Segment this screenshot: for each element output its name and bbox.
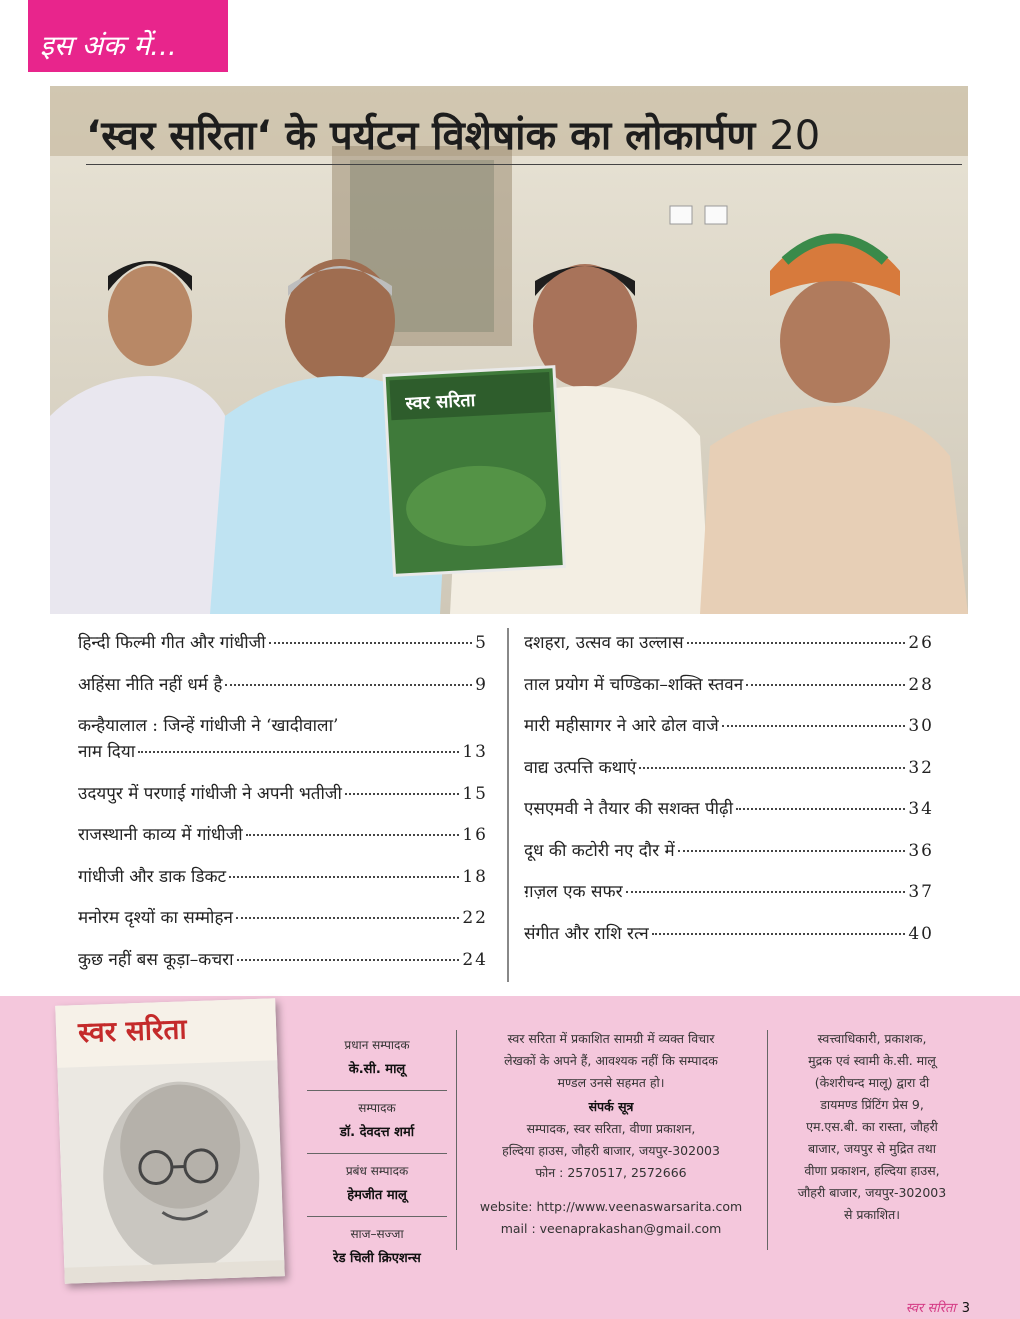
- section-tag-label: इस अंक में...: [40, 29, 177, 62]
- toc-leader: [736, 808, 905, 810]
- toc-entry[interactable]: [524, 879, 934, 905]
- toc-entry-title: मनोरम दृश्यों का सम्मोहन: [78, 908, 233, 928]
- disclaimer-line: स्वर सरिता में प्रकाशित सामग्री में व्यक्त विचार: [507, 1031, 715, 1046]
- toc-entry-page: 22: [462, 908, 488, 928]
- magazine-cover-image: [55, 998, 285, 1284]
- toc-entry-title: ताल प्रयोग में चण्डिका–शक्ति स्तवन: [524, 674, 744, 695]
- toc-leader: [678, 850, 906, 852]
- email-link[interactable]: mail : veenaprakashan@gmail.com: [500, 1221, 722, 1236]
- staff-role: प्रबंध सम्पादक: [345, 1164, 409, 1178]
- toc-entry-title: मारी महीसागर ने आरे ढोल वाजे: [524, 716, 719, 736]
- footer-divider: [456, 1030, 457, 1250]
- toc-entry-title-cont: नाम दिया: [78, 742, 136, 762]
- publisher-line: वीणा प्रकाशन, हल्दिया हाउस,: [804, 1163, 940, 1178]
- toc-entry[interactable]: [524, 630, 934, 656]
- folio-magazine-name: स्वर सरिता: [905, 1301, 956, 1316]
- toc-entry-title: अहिंसा नीति नहीं धर्म है: [78, 674, 223, 695]
- staff-entry: [307, 1091, 447, 1154]
- page-folio: [906, 1298, 970, 1316]
- folio-page-number: 3: [961, 1301, 970, 1316]
- staff-entry: [307, 1217, 447, 1279]
- publisher-info: [774, 1028, 970, 1226]
- publisher-line: (केशरीचन्द मालू) द्वारा दी: [814, 1075, 930, 1090]
- feature-photo: [50, 86, 968, 614]
- headline-rule: [86, 164, 962, 165]
- toc-entry-title: उदयपुर में परणाई गांधीजी ने अपनी भतीजी: [78, 783, 342, 804]
- toc-entry-title: हिन्दी फिल्मी गीत और गांधीजी: [78, 633, 266, 653]
- staff-role: साज–सज्जा: [350, 1227, 404, 1241]
- editorial-staff: [307, 1028, 447, 1279]
- disclaimer-line: लेखकों के अपने हैं, आवश्यक नहीं कि सम्पादक: [504, 1053, 718, 1068]
- staff-name: डॉ. देवदत्त शर्मा: [339, 1125, 415, 1140]
- staff-role: प्रधान सम्पादक: [344, 1038, 410, 1052]
- toc-entry[interactable]: [78, 672, 488, 698]
- toc-entry[interactable]: [524, 755, 934, 781]
- publisher-line: एम.एस.बी. का रास्ता, जौहरी: [806, 1119, 938, 1134]
- publisher-line: जौहरी बाजार, जयपुर-302003: [797, 1185, 947, 1200]
- toc-entry[interactable]: [78, 905, 488, 931]
- toc-entry-page: 30: [908, 716, 934, 736]
- staff-name: रेड चिली क्रिएशन्स: [333, 1251, 421, 1266]
- publisher-line: से प्रकाशित।: [844, 1207, 900, 1222]
- staff-entry: [307, 1154, 447, 1217]
- toc-leader: [746, 684, 905, 686]
- toc-entry-title: कन्हैयालाल : जिन्हें गांधीजी ने ‘खादीवाला’: [78, 716, 339, 736]
- staff-entry: [307, 1028, 447, 1091]
- toc-right-column: [524, 630, 934, 962]
- toc-leader: [626, 891, 906, 893]
- contact-line: फोन : 2570517, 2572666: [535, 1165, 687, 1180]
- toc-entry-title: गांधीजी और डाक डिकट: [78, 866, 227, 887]
- toc-entry-page: 40: [908, 923, 934, 944]
- toc-entry-title: वाद्य उत्पत्ति कथाएं: [524, 757, 637, 778]
- toc-entry-page: 37: [908, 882, 934, 902]
- toc-entry-page: 13: [462, 742, 488, 762]
- toc-entry-page: 16: [462, 825, 488, 845]
- toc-leader: [687, 642, 906, 644]
- toc-entry-page: 34: [908, 799, 934, 819]
- toc-leader: [237, 959, 460, 961]
- toc-entry-page: 36: [908, 840, 934, 861]
- disclaimer-contact: [466, 1028, 756, 1240]
- feature-headline-text: ‘स्वर सरिता‘ के पर्यटन विशेषांक का लोकार्पण: [86, 113, 756, 159]
- toc-leader: [225, 684, 472, 686]
- toc-entry-title: एसएमवी ने तैयार की सशक्त पीढ़ी: [524, 799, 734, 819]
- toc-leader: [138, 751, 459, 753]
- toc-entry-page: 24: [462, 949, 488, 970]
- feature-page-number: 20: [769, 113, 821, 159]
- staff-name: के.सी. मालू: [348, 1062, 406, 1077]
- toc-entry[interactable]: [524, 713, 934, 739]
- toc-leader: [269, 642, 473, 644]
- toc-entry[interactable]: [78, 781, 488, 807]
- disclaimer-line: मण्डल उनसे सहमत हो।: [557, 1075, 665, 1090]
- toc-entry[interactable]: [78, 947, 488, 973]
- contact-heading: संपर्क सूत्र: [588, 1099, 634, 1114]
- toc-entry[interactable]: [524, 796, 934, 822]
- feature-photo-illustration: [50, 86, 968, 614]
- toc-entry-title: ग़ज़ल एक सफर: [524, 882, 623, 902]
- toc-left-column: [78, 630, 488, 988]
- publisher-line: डायमण्ड प्रिंटिंग प्रेस 9,: [820, 1097, 924, 1112]
- toc-entry-title: संगीत और राशि रत्न: [524, 923, 649, 944]
- toc-entry[interactable]: [524, 672, 934, 698]
- footer-divider: [767, 1030, 768, 1250]
- toc-entry-page: 15: [462, 783, 488, 804]
- toc-entry-page: 26: [908, 633, 934, 653]
- toc-leader: [652, 933, 906, 935]
- toc-entry[interactable]: [78, 864, 488, 890]
- publisher-line: बाजार, जयपुर से मुद्रित तथा: [808, 1141, 936, 1156]
- toc-entry-page: 32: [908, 757, 934, 778]
- toc-entry[interactable]: [524, 838, 934, 864]
- staff-role: सम्पादक: [358, 1101, 396, 1115]
- magazine-cover-text: स्वर सरिता: [405, 389, 476, 415]
- toc-entry-title: दशहरा, उत्सव का उल्लास: [524, 633, 684, 653]
- toc-leader: [639, 767, 905, 769]
- toc-entry-page: 9: [475, 674, 488, 695]
- section-tag: [28, 0, 228, 72]
- toc-leader: [229, 876, 459, 878]
- toc-entry[interactable]: [78, 822, 488, 848]
- contact-line: हल्दिया हाउस, जौहरी बाजार, जयपुर-302003: [502, 1143, 720, 1158]
- publisher-line: मुद्रक एवं स्वामी के.सी. मालू: [808, 1053, 936, 1068]
- toc-entry-page: 5: [475, 633, 488, 653]
- toc-entry-title: राजस्थानी काव्य में गांधीजी: [78, 825, 243, 845]
- toc-divider: [507, 628, 509, 982]
- toc-entry[interactable]: [524, 921, 934, 947]
- feature-headline: [86, 106, 966, 161]
- toc-entry-page: 28: [908, 674, 934, 695]
- toc-entry-page: 18: [462, 866, 488, 887]
- toc-leader: [246, 834, 460, 836]
- website-link[interactable]: website: http://www.veenaswarsarita.com: [479, 1199, 743, 1214]
- contact-line: सम्पादक, स्वर सरिता, वीणा प्रकाशन,: [526, 1121, 696, 1136]
- toc-leader: [236, 917, 459, 919]
- cover-title: स्वर सरिता: [77, 1012, 188, 1050]
- toc-entry-title: कुछ नहीं बस कूड़ा–कचरा: [78, 949, 234, 970]
- staff-name: हेमजीत मालू: [347, 1188, 407, 1203]
- toc-entry[interactable]: [78, 713, 488, 765]
- toc-leader: [345, 793, 459, 795]
- toc-leader: [722, 725, 906, 727]
- toc-entry[interactable]: [78, 630, 488, 656]
- publisher-line: स्वत्त्वाधिकारी, प्रकाशक,: [817, 1031, 927, 1046]
- toc-entry-title: दूध की कटोरी नए दौर में: [524, 840, 675, 861]
